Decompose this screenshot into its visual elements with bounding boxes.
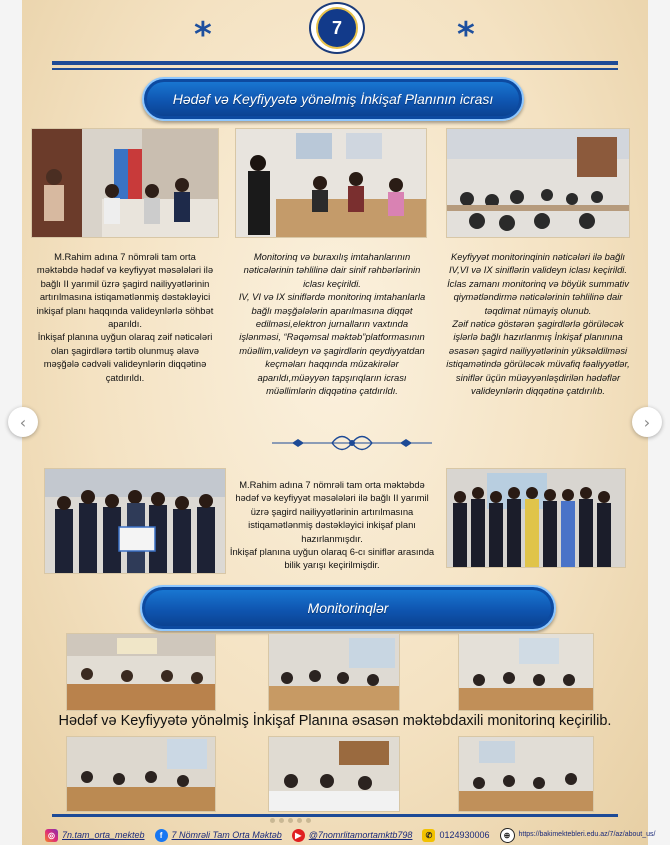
monitoring-photo-2: [268, 633, 400, 711]
monitoring-banner: Monitorinqlər: [140, 585, 556, 631]
globe-icon: ⊕: [500, 828, 515, 843]
bottom-divider: [52, 814, 618, 817]
carousel-dot[interactable]: [270, 818, 275, 823]
asterisk-right-icon: *: [457, 15, 475, 55]
carousel-dots: [268, 818, 313, 823]
middle-column-paragraph: Monitorinq və buraxılış imtahanlarının nəticələrinin təhlilinə dair sinif rəhbərlərinin iclası keçirildi. IV, VI və IX siniflərdə monitorinq imtahanlarla bağlı məşğələlərin aparılmasına diqqət edilməsi,elektron jurnalların vaxtında işlənməsi, “Rəqəmsal məktəb”platformasının müəllim,valideyn və şagirdlərin qeydiyyatdan keçməları haqqında müzakirələr aparıldı,müəyyən tapşırıqların icrası müəllimlərin diqqətinə çatdırıldı.: [238, 251, 426, 397]
center-paragraph: M.Rahim adına 7 nömrəli tam orta məktəbdə hədəf və keyfiyyət məsələləri ilə bağlı II yarımil üzrə şagird nailiyyətlərinin artırılmasına istiqamətlənmiş dəstəkləyici inkişaf planı hazırlanmışdır. İnkişaf planına uyğun olaraq 6-cı siniflər arasında bilik yarışı keçirilmişdir.: [229, 479, 435, 571]
top-divider-thin: [52, 68, 618, 70]
left-column-text: [34, 250, 216, 384]
ornament-divider: [272, 428, 432, 458]
monitoring-photo-5: [268, 736, 400, 812]
prev-slide-button[interactable]: ‹: [8, 407, 38, 437]
facebook-icon: f: [155, 829, 168, 842]
photo-parents-meeting: [31, 128, 219, 238]
footer-youtube[interactable]: [292, 829, 413, 842]
asterisk-left-icon: *: [194, 15, 212, 55]
instagram-link[interactable]: 7n.tam_orta_mekteb: [62, 830, 145, 840]
phone-icon: ✆: [422, 829, 435, 842]
footer: [45, 826, 656, 844]
left-column-paragraph: M.Rahim adına 7 nömrəli tam orta məktəbdə hədəf və keyfiyyət məsələləri ilə bağlı II yarımil üzrə şagird nailiyyətlərinin artırılmasına istiqamətlənmiş dəstəkləyici inkişaf planı haqqında valideynlərlə söhbət aparıldı. İnkişaf planına uyğun olaraq zəif nəticələri olan şagirdlərə tərtib olunmuş əlavə məşğələ cədvəli valideynlərin diqqətinə çatdırıldı.: [36, 251, 214, 383]
instagram-icon: ◎: [45, 829, 58, 842]
footer-website[interactable]: [500, 828, 656, 843]
photo-students-group: [446, 468, 626, 568]
middle-column-text: [238, 250, 426, 397]
footer-instagram[interactable]: [45, 829, 145, 842]
top-divider: [52, 61, 618, 65]
logo-number: 7: [316, 7, 358, 49]
carousel-dot[interactable]: [288, 818, 293, 823]
monitoring-photo-6: [458, 736, 594, 812]
phone-number[interactable]: 0124930006: [439, 830, 490, 840]
photo-teachers-meeting: [235, 128, 427, 238]
monitoring-photo-1: [66, 633, 216, 711]
footer-phone[interactable]: [422, 829, 489, 842]
center-text: [227, 478, 437, 572]
right-column-paragraph: Keyfiyyət monitorinqinin nəticələri ilə bağlı IV,VI və IX siniflərin valideyn iclası keçirildi. İclas zamanı monitorinq və böyük summativ qiymətləndirmə nəticələrinin təhlilinə dair təqdimat nümayiş olunub. Zəif nəticə göstərən şagirdlərlə görüləcək işlərlə bağlı hazırlanmış İnkişaf planınına əsasən şagird nailiyyətlərinin yüksəldilməsi istiqamətində görüləcək müvafiq fəaliyyətlər, siniflər üçün müəyyənləşdirilən hədəflər valideynlərin diqqətinə çatdırılıb.: [446, 251, 630, 397]
next-slide-button[interactable]: ›: [632, 407, 662, 437]
carousel-dot[interactable]: [297, 818, 302, 823]
photo-students-certificate: [44, 468, 226, 574]
school-logo: [309, 2, 365, 54]
monitoring-photo-3: [458, 633, 594, 711]
carousel-dot[interactable]: [279, 818, 284, 823]
right-column-text: [446, 250, 630, 397]
website-link[interactable]: https://bakimektebleri.edu.az/7/az/about_us/: [518, 831, 656, 838]
monitoring-photo-4: [66, 736, 216, 812]
facebook-link[interactable]: 7 Nömrəli Tam Orta Məktəb: [171, 830, 282, 840]
youtube-icon: ▶: [292, 829, 305, 842]
monitoring-caption: Hədəf və Keyfiyyətə yönəlmiş İnkişaf Planına əsasən məktəbdaxili monitorinq keçirilib.: [58, 713, 612, 729]
footer-facebook[interactable]: [155, 829, 282, 842]
carousel-dot[interactable]: [306, 818, 311, 823]
youtube-link[interactable]: @7nomrlitamortamktb798: [308, 830, 413, 840]
photo-parents-hall: [446, 128, 630, 238]
plan-banner: Hədəf və Keyfiyyətə yönəlmiş İnkişaf Planının icrası: [142, 77, 524, 121]
